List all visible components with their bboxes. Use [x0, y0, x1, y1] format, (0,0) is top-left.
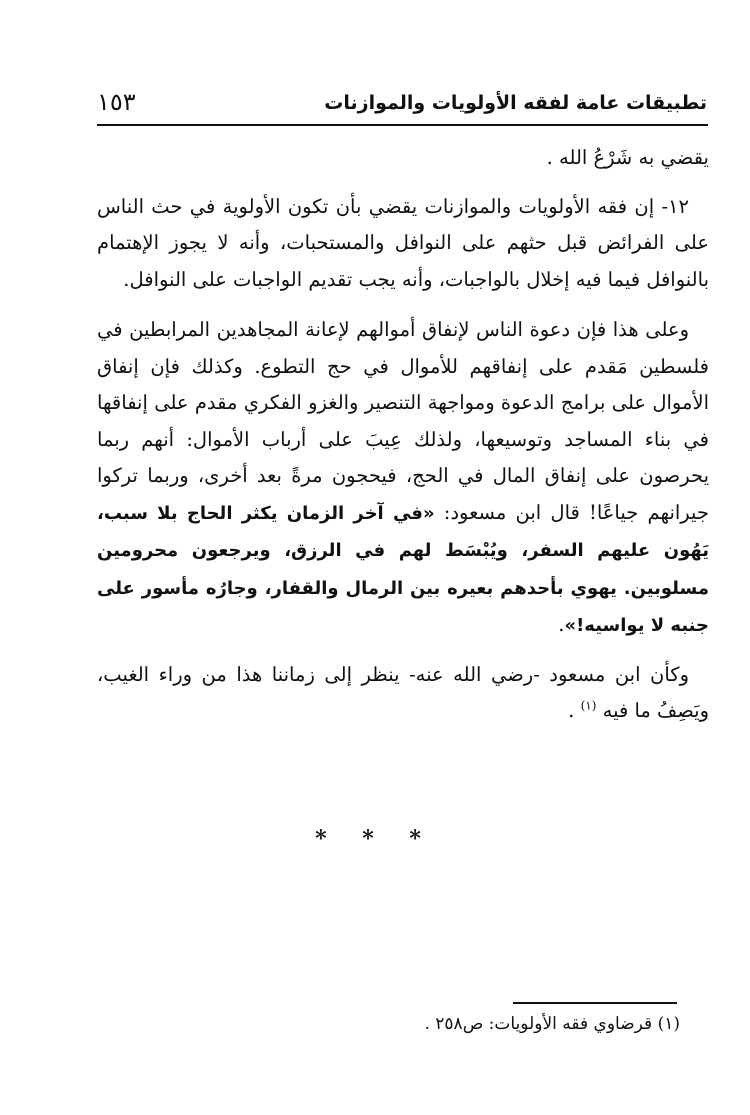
ibn-masud-quote: «في آخر الزمان يكثر الحاج بلا سبب، يَهُون عليهم السفر، ويُبْسَط لهم في الرزق، ويرجعون محرومين مسلوبين. يهوي بأحدهم بعيره بين الرمال والقفار، وجارُه مأسور على جنبه لا يواسيه!» — [97, 502, 709, 636]
paragraph-4 — [97, 657, 709, 730]
paragraph-3 — [97, 312, 709, 645]
paragraph-4-end: . — [568, 699, 575, 722]
main-text — [97, 140, 709, 730]
paragraph-4-text: وكأن ابن مسعود -رضي الله عنه- ينظر إلى زماننا هذا من وراء الغيب، ويَصِفُ ما فيه — [97, 662, 709, 722]
running-title: تطبيقات عامة لفقه الأولويات والموازنات — [324, 92, 707, 114]
paragraph-3-end: . — [558, 613, 565, 636]
section-separator: * * * — [315, 826, 435, 852]
paragraph-2: ١٢- إن فقه الأولويات والموازنات يقضي بأن تكون الأولوية في حث الناس على الفرائض قبل حثهم على النوافل والمستحبات، وأنه لا يجوز الإهتمام بالنوافل فيما فيه إخلال بالواجبات، وأنه يجب تقديم الواجبات على النوافل. — [97, 194, 709, 291]
paragraph-1: يقضي به شَرْعُ الله . — [546, 146, 709, 169]
footnote: (١) قرضاوي فقه الأولويات: ص٢٥٨ . — [424, 1014, 680, 1034]
header-rule — [97, 124, 708, 126]
footnote-rule — [513, 1002, 677, 1004]
page-number: ١٥٣ — [97, 88, 136, 116]
footnote-reference: (١) — [580, 698, 597, 713]
page-header — [97, 86, 707, 122]
paragraph-3-text: وعلى هذا فإن دعوة الناس لإنفاق أموالهم لإعانة المجاهدين المرابطين في فلسطين مَقدم على إنفاقهم للأموال في حج التطوع. وكذلك فإن إنفاق الأموال على برامج الدعوة ومواجهة التنصير والغزو الفكري مقدم على إنفاقها في بناء المساجد وتوسيعها، ولذلك عِيبَ على أرباب الأموال: أنهم ربما يحرصون على إنفاق المال في الحج، فيحجون مرةً بعد أخرى، وربما تركوا جيرانهم جياعًا! قال ابن مسعود: — [97, 318, 709, 524]
